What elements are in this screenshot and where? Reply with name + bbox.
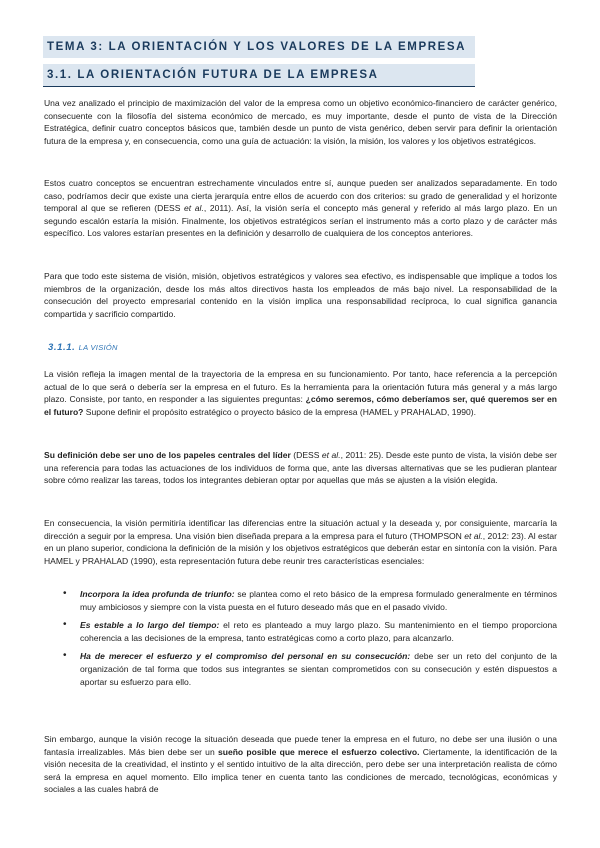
paragraph-vision (44, 368, 557, 418)
subsection-heading (48, 342, 118, 353)
characteristics-list (80, 588, 557, 694)
paragraph-leader-text-a: (DESS (290, 450, 322, 460)
chapter-heading: TEMA 3: LA ORIENTACIÓN Y LOS VALORES DE LA EMPRESA (43, 36, 475, 58)
citation-etal: et al. (321, 450, 341, 460)
citation-etal: et al. (184, 203, 204, 214)
bullet-text: el reto es planteado a muy largo plazo. Su mantenimiento en el tiempo proporciona coherencia a las decisiones de la empresa, tanto estratégicas como a corto plazo, para alcanzarlo. (80, 620, 557, 643)
paragraph-vision-text-a: La visión refleja la imagen mental de la trayectoria de la empresa en su funcionamiento. Por tanto, hace referencia a la percepción actual de lo que será o debería ser la empresa en el futuro. Es la herramienta para la orientación futura más general y a más largo plazo. Consiste, por tanto, en responder a las siguientes preguntas: (44, 369, 557, 405)
paragraph-system-text: Para que todo este sistema de visión, misión, objetivos estratégicos y valores sea efectivo, es indispensable que implique a todos los miembros de la organización, desde los más altos directivos hasta los empleados de más bajo nivel. La responsabilidad de la consecución del proyecto empresarial contenido en la visión implica una responsabilidad recíproca, lo cual significa ganancia compartida y sacrificio compartido. (44, 271, 557, 319)
citation-etal: et al. (464, 530, 483, 541)
bullet-text: debe ser un reto del conjunto de la organización de tal forma que todos sus integrantes se sientan comprometidos con su consecución y estén dispuestos a aportar su esfuerzo para ello. (80, 651, 557, 687)
paragraph-system (44, 270, 557, 320)
paragraph-intro-text: Una vez analizado el principio de maximización del valor de la empresa como un objetivo económico-financiero de carácter genérico, consecuente con la filosofía del sistema económico de mercado, es muy importante, desde el punto de vista de la Dirección Estratégica, definir cuatro conceptos básicos que, también desde un punto de vista genérico, deben servir para definir la orientación futura de la empresa y, en consecuencia, como una guía de actuación: la visión, la misión, los valores y los objetivos estratégicos. (44, 98, 557, 146)
list-item (80, 650, 557, 688)
paragraph-leader-text-b: , 2011: 25). Desde este punto de vista, la visión debe ser una referencia para todas las actuaciones de los individuos de forma que, ante las diversas alternativas que se les pudieran plantear sobre cómo realizar las tareas, todos los integrantes debieran optar por aquellas que más se ajusten a la visión elegida. (44, 450, 558, 486)
bullet-lead: Ha de merecer el esfuerzo y el compromiso del personal en su consecución: (80, 651, 411, 662)
possible-dream: sueño posible que merece el esfuerzo colectivo. (217, 746, 420, 757)
section-heading: 3.1. LA ORIENTACIÓN FUTURA DE LA EMPRESA (43, 64, 475, 87)
paragraph-concepts-text-b: , 2011). Así, la visión sería el concepto más general y referido al más largo plazo. En un segundo escalón estaría la misión. Finalmente, los objetivos estratégicos serían el instrumento más a corto plazo y de carácter más específico. Los valores estarían presentes en la definición y desarrollo de cualquiera de los conceptos anteriores. (44, 203, 557, 239)
subsection-title: LA VISIÓN (78, 343, 118, 352)
paragraph-concepts (44, 177, 557, 240)
paragraph-concepts-text-a: Estos cuatro conceptos se encuentran estrechamente vinculados entre sí, aunque pueden ser analizados separadamente. En todo caso, podríamos decir que existe una cierta jerarquía entre ellos de acuerdo con dos criterios: su grado de generalidad y el horizonte temporal al que se refieren (DESS (44, 178, 557, 214)
paragraph-consequence-text-b: , 2012: 23). Al estar en un plano superior, condiciona la definición de la misión y los objetivos estratégicos que deberán estar en sintonía con la visión. Para HAMEL y PRAHALAD (1990), esta representación futura debe reunir tres características esenciales: (44, 530, 557, 566)
paragraph-realism (44, 733, 557, 796)
vision-questions: ¿cómo seremos, cómo deberíamos ser, qué queremos ser en el futuro? (44, 394, 557, 417)
paragraph-consequence-text-a: En consecuencia, la visión permitiría identificar las diferencias entre la situación actual y la deseada y, por consiguiente, marcaría la dirección a seguir por la empresa. Una visión bien diseñada prepara a la empresa para el futuro (THOMPSON (44, 518, 557, 541)
bullet-lead: Es estable a lo largo del tiempo: (80, 620, 220, 631)
paragraph-realism-text-a: Sin embargo, aunque la visión recoge la situación deseada que puede tener la empresa en el futuro, no debe ser una ilusión o una fantasía irrealizables. Más bien debe ser un (44, 734, 557, 757)
paragraph-consequence (44, 517, 557, 567)
leader-statement: Su definición debe ser uno de los papeles centrales del líder (44, 450, 291, 460)
list-item (80, 588, 557, 613)
subsection-number: 3.1.1. (48, 342, 76, 353)
bullet-text: se plantea como el reto básico de la empresa formulado generalmente en términos muy ambiciosos y siempre con la vista puesta en el futuro deseado más que en el pasado vivido. (80, 589, 557, 612)
paragraph-vision-text-b: Supone definir el propósito estratégico o proyecto básico de la empresa (HAMEL y PRAHALAD, 1990). (83, 406, 476, 417)
list-item (80, 619, 557, 644)
paragraph-leader (44, 449, 557, 487)
paragraph-intro (44, 97, 557, 147)
bullet-lead: Incorpora la idea profunda de triunfo: (80, 589, 235, 599)
paragraph-realism-text-b: Ciertamente, la identificación de la visión necesita de la creatividad, el instinto y el sentido intuitivo de la alta dirección, pero debe ser una interpretación realista de cómo será la empresa en aquel momento. Ello implica tener en cuenta tanto las condiciones de mercado, tecnológicas, económicas y sociales a las cuales habrá de (44, 746, 557, 795)
